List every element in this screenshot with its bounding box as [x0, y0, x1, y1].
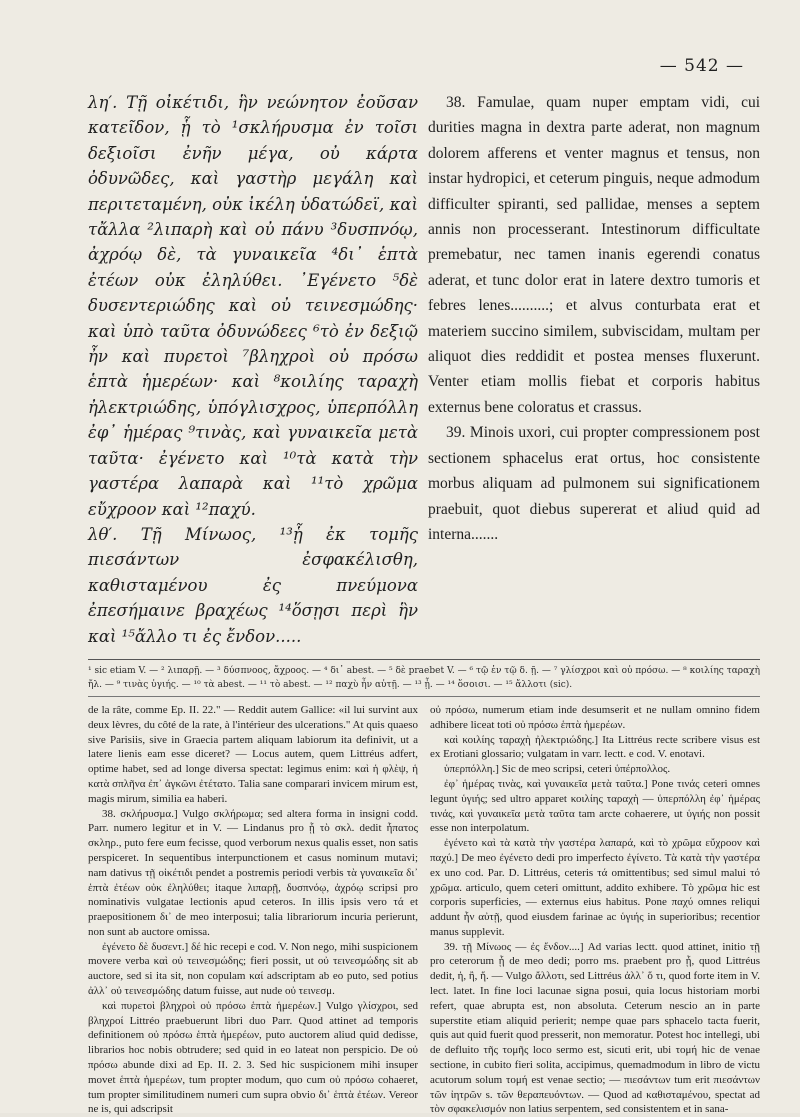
commentary-paragraph: ὑπερπόλλη.] Sic de meo scripsi, ceteri ὑπέρπολλος.	[444, 763, 671, 776]
greek-paragraph-38: λη′. Τῇ οἰκέτιδι, ἣν νεώνητον ἐοῦσαν κατεῖδον, ᾗ τὸ ¹σκλήρυσμα ἐν τοῖσι δεξιοῖσι ἐνῆν μέγα, οὐ κάρτα ὀδυνῶδες, καὶ γαστὴρ μεγάλη καὶ περιτεταμένη, οὐκ ἰκέλη ὑδατώδεϊ, καὶ τἄλλα ²λιπαρὴ καὶ οὐ πάνυ ³δυσπνόῳ, ἀχρόῳ δὲ, τὰ γυναικεῖα ⁴δι᾽ ἑπτὰ ἐτέων οὐκ ἐληλύθει. ᾽Εγένετο ⁵δὲ δυσεντεριώδης καὶ οὐ τεινεσμώδης· καὶ ὑπὸ ταῦτα ὀδυνώδεες ⁶τὸ ἐν δεξιῷ ἦν καὶ πυρετοὶ ⁷βληχροὶ οὐ πρόσω ἑπτὰ ἡμερέων· καὶ ⁸κοιλίης ταραχὴ ἠλεκτριώδης, ὑπόγλισχρος, ὑπερπόλλη ἐφ᾽ ἡμέρας ⁹τινὰς, καὶ γυναικεῖα μετὰ ταῦτα· ἐγένετο καὶ ¹⁰τὰ κατὰ τὴν γαστέρα λαπαρὰ καὶ ¹¹τὸ χρῶμα εὔχροον καὶ ¹²παχύ.	[88, 93, 418, 519]
commentary-paragraph: ἐγένετο δὲ δυσεντ.] δέ hic recepi e cod. V. Non nego, mihi suspicionem movere verba καὶ οὐ τεινεσμώδης; fieri possit, ut οὐ τεινεσμώδης sit ab auctore, sed si ita sit, non copulam καί adscriptam ab eo puto, sed potius ἀλλ᾽ οὐ τεινεσμώδης datum fuisse, aut nude οὐ τεινεσμ.	[88, 940, 418, 998]
commentary-paragraph: ἐφ᾽ ἡμέρας τινὰς, καὶ γυναικεῖα μετὰ ταῦτα.] Pone τινάς ceteri omnes legunt ὑγιής; sed ultro apparet κοιλίης ταραχὴ — ὑπερπόλλη ἐφ᾽ ἡμέρας τινάς, καὶ γυναικεῖα μετὰ ταῦτα tam arcte cohaerere, ut ὑγιής non possit esse non interpolatum.	[430, 777, 760, 835]
greek-text-column	[88, 90, 418, 649]
main-text	[88, 90, 760, 649]
latin-text-column	[428, 90, 760, 649]
latin-paragraph-38: 38. Famulae, quam nuper emptam vidi, cui durities magna in dextra parte aderat, non magnum dolorem afferens et venter magnus et tensus, non instar hydropici, et ceterum pinguis, neque admodum difficulter spiranti, sed pallidae, menses a septem annis non processerant. Intestinorum difficultate premebatur, nec tamen inanis egerendi conatus aderat, et tunc dolor erat in latere dextro tumoris et febres lenes..........; et alvus conturbata erat et materiem succino similem, subviscidam, multam per aliquot dies reddidit et postea menses fluxerunt. Venter etiam mollis fiebat et corporis habitus externus bene coloratus et crassus.	[428, 94, 760, 416]
commentary-paragraph: οὐ πρόσω, numerum etiam inde desumserit et ne nullam omnino fidem adhibere liceat toti οὐ πρόσω ἑπτὰ ἡμερέων.	[430, 703, 760, 731]
page-number: — 542 —	[659, 56, 744, 76]
commentary-paragraph: 38. σκλήρυσμα.] Vulgo σκλήρωμα; sed altera forma in insigni codd. Parr. numero legitur et in V. — Lindanus pro ᾗ τὸ σκλ. dedit ἧπατος σκληρ., puto fere eum fecisse, quod verborum nexus qualis esset, non satis perspiceret. In sequentibus interpunctionem et casus nominum mutavi; nam dativus τῇ οἰκέτιδι pendet a postremis periodi verbis τὰ γυναικεῖα δι᾽ ἑπτὰ ἐτέων οὐκ ἐληλύθει; itaque λιπαρῇ, δυσπνόῳ, ἀχρόῳ scripsi pro nominativis vulgatae lectionis apud ceteros. In illis ipsis vero τά et praepositionem δι᾽ de meo interposui; talia librariorum incuria perierunt, non sunt ab auctore omissa.	[88, 807, 418, 938]
commentary-paragraph: 39. τῇ Μίνωος — ἐς ἔνδον....] Ad varias lectt. quod attinet, initio τῇ pro ceterorum ᾗ de meo dedi; porro ms. praebent pro ᾗ, quod Littréus dedit, ἡ, ἢ, ἥ. — Vulgo ἄλλοτι, sed Littréus ἀλλ᾽ ὅ τι, quod forte item in V. lect. latet. In fine loci lacunae signa posui, quia locus historiam morbi refert, quae abrupta est, non absoluta. Ceterum nescio an in parte superstite etiam aliquid perierit; nempe quae pars sphacelo tacta fuerit, quis aut quid fuerit quod presserit, non memoratur. Potest hoc intellegi, ubi de defluito τῆς τομῆς loco sermo est, sicuti erit, ubi τομή hic de venae sectione, in cubito fieri solita, accipimus, quemadmodum in libro de victu acutorum solum τομή est venae sectio; — πιεσάντων tum erit πιεσάντων τῶν ἰητρῶν s. τῶν θεραπευόντων. — Quod ad καθισταμένου, spectat ad τὸν σφακελισμόν non latius serpentem, sed consistentem et in sana-	[430, 940, 760, 1116]
commentary-left-column	[88, 703, 418, 1117]
commentary-paragraph: de la râte, comme Ep. II. 22." — Reddit autem Gallice: «il lui survint aux deux lèvres, du côté de la rate, à l'intérieur des ulcerations." At quis quaeso sive Parisiis, sive in Graecia partem aliquam labiorum ita definivit, ut a latere lienis eam esse diceret? — Locus autem, quem Littréus adfert, optime habet, sed ad longe diversa spectat: legimus enim: καὶ ἡ φλὲψ, ἡ κατὰ σπλῆνα ἐπ᾽ ἀγκῶνι ἐτέτατο. Talia sane comparari invicem mirum est, magis mirum, similia ea haberi.	[88, 703, 418, 805]
commentary-divider	[88, 696, 760, 697]
latin-paragraph-39: 39. Minois uxori, cui propter compressionem post sectionem sphacelus erat ortus, hoc consistente morbus aliquam ad pulmonem sui significationem praebuit, quot diebus supererat et aliud quid ad interna.......	[428, 424, 760, 543]
greek-paragraph-39: λθ′. Τῇ Μίνωος, ¹³ᾗ ἐκ τομῆς πιεσάντων ἐσφακέλισθη, καθισταμένου ἐς πνεύμονα ἐπεσήμαινε βραχέως ¹⁴ὅσῃσι περὶ ἣν καὶ ¹⁵ἄλλο τι ἐς ἔνδον.....	[88, 524, 418, 646]
commentary	[88, 703, 760, 1117]
footnotes	[88, 664, 760, 692]
commentary-paragraph: καὶ κοιλίης ταραχὴ ἠλεκτριώδης.] Ita Littréus recte scribere visus est ex Erotiani glossario; vulgatam in varr. lectt. e cod. V. enotavi.	[430, 733, 760, 761]
footnote-line: ¹ sic etiam V. — ² λιπαρῇ. — ³ δύσπνοος, ἄχροος. — ⁴ δι᾽ abest. — ⁵ δὲ praebet V. — ⁶ τῷ ἐν τῷ δ. ῇ. — ⁷ γλίσχροι καὶ οὐ πρόσω. — ⁸ κοιλίης ταραχὴ ἤλ. — ⁹ τινὰς ὑγιής. — ¹⁰ τὰ abest. — ¹¹ τὸ abest. — ¹² παχὺ ἦν αὐτῇ. — ¹³ ᾗ. — ¹⁴ ὅσοισι. — ¹⁵ ἄλλοτι (sic).	[88, 665, 760, 690]
commentary-right-column	[430, 703, 760, 1117]
commentary-paragraph: καὶ πυρετοὶ βληχροὶ οὐ πρόσω ἑπτὰ ἡμερέων.] Vulgo γλίσχροι, sed βληχροί Littréo praebuerunt libri duo Parr. Quod attinet ad temporis definitionem οὐ πρόσω ἑπτὰ ἡμερέων, puto auctorem aliud quid dedisse, librarios hoc nobis obtrudere; sed quid in eo lateat non perspicio. De οὐ πρόσω abunde dixi ad Ep. II. 2. 3. Sed hic suspicionem mihi insuper movet ἑπτὰ ἡμερέων, tum propter modum, quo cum οὐ πρόσω cohaeret, tum propter similitudinem numeri cum supra obvio δι᾽ ἑπτὰ ἐτέων. Vereor ne is, qui adscripsit	[88, 999, 418, 1116]
commentary-paragraph: ἐγένετο καὶ τὰ κατὰ τὴν γαστέρα λαπαρά, καὶ τὸ χρῶμα εὔχροον καὶ παχύ.] De meo ἐγένετο dedi pro imperfecto ἐγίνετο. Τὰ κατὰ τὴν γαστέρα ex uno cod. Par. D. Littréus, ceteris τά omittentibus; sed simul malui τό χρῶμα. articulo, quem ceteri omittunt, addito exhibere. Τὸ χρῶμα hic est corporis superficies, — externus eius habitus. Pone παχύ omnes reliqui addunt ἦν αὐτῇ, quod eiusdem farinae ac ὑγιής in superioribus; recentior manus supplevit.	[430, 837, 760, 938]
footnote-divider	[88, 659, 760, 660]
